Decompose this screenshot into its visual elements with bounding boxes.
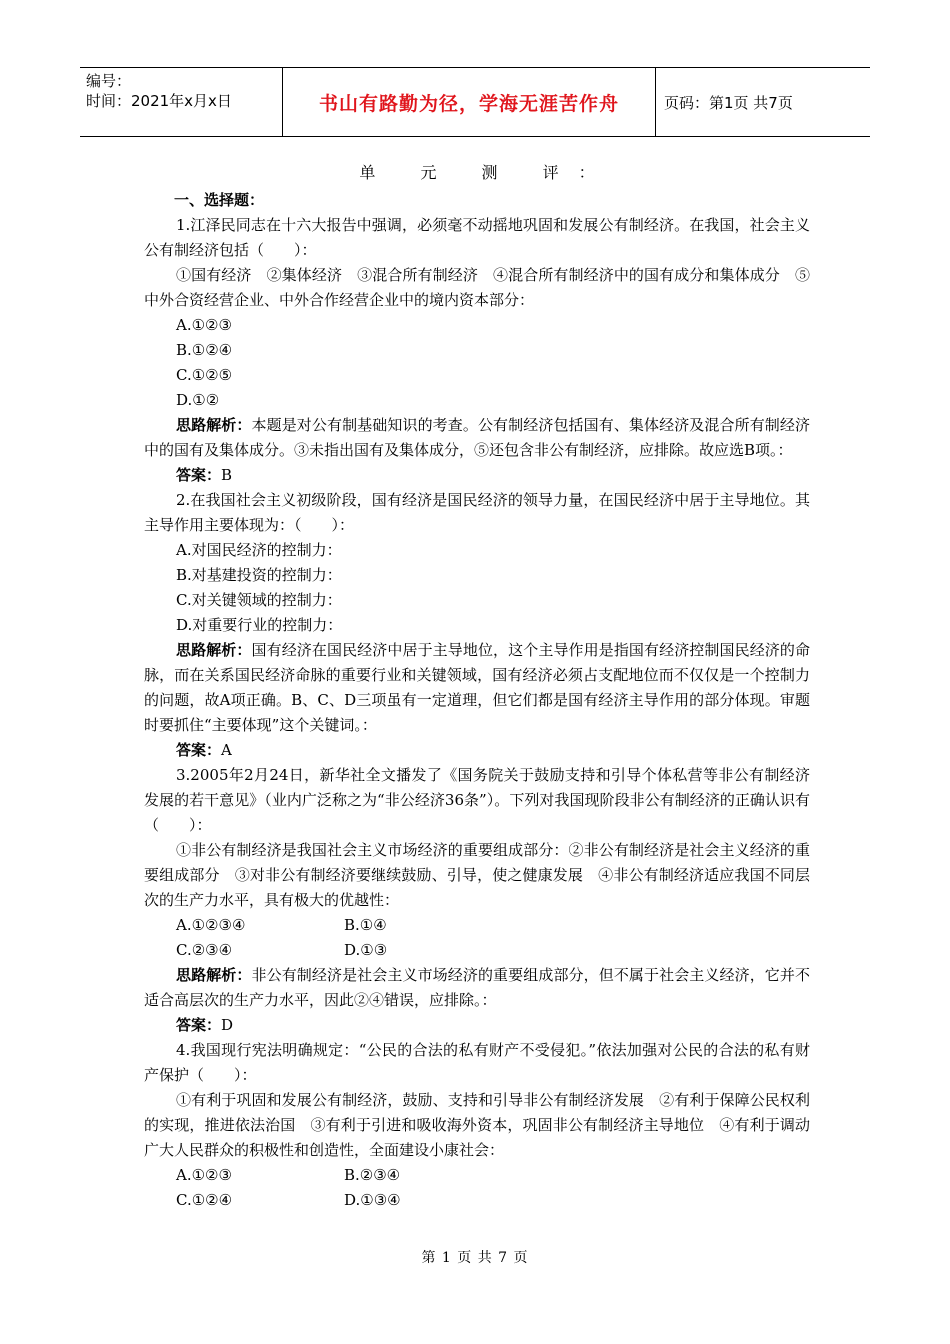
question-2-stem: 2.在我国社会主义初级阶段，国有经济是国民经济的领导力量，在国民经济中居于主导地位。其主导作用主要体现为：（ ）： (144, 491, 810, 534)
page-info: 页码：第1页 共7页 (664, 93, 793, 112)
question-2-option-c: C.对关键领域的控制力： (176, 591, 342, 609)
question-3-analysis (144, 963, 810, 1013)
answer-value: A (221, 741, 232, 759)
question-1-stem: 1.江泽民同志在十六大报告中强调，必须毫不动摇地巩固和发展公有制经济。在我国，社会主义公有制经济包括（ ）： (144, 216, 810, 259)
answer-label: 答案： (176, 1016, 222, 1034)
page-footer: 第 1 页 共 7 页 (421, 1250, 529, 1266)
analysis-text: 国有经济在国民经济中居于主导地位，这个主导作用是指国有经济控制国民经济的命脉，而在关系国民经济命脉的重要行业和关键领域，国有经济必须占支配地位而不仅仅是一个控制力的问题，故A项正确。B、C、D三项虽有一定道理，但它们都是国有经济主导作用的部分体现。审题时要抓住“主要体现”这个关键词。： (144, 641, 810, 734)
question-4-option-a: A.①②③ (176, 1166, 232, 1184)
question-4-option-d: D.①③④ (344, 1191, 401, 1209)
question-2-answer (144, 738, 810, 763)
question-3-option-a: A.①②③④ (176, 916, 246, 934)
question-4-stem: 4.我国现行宪法明确规定：“公民的合法的私有财产不受侵犯。”依法加强对公民的合法的私有财产保护（ ）： (144, 1041, 810, 1084)
analysis-text: 非公有制经济是社会主义市场经济的重要组成部分，但不属于社会主义经济，它并不适合高层次的生产力水平，因此②④错误，应排除。： (144, 966, 810, 1009)
question-3-answer (144, 1013, 810, 1038)
question-1-items: ①国有经济 ②集体经济 ③混合所有制经济 ④混合所有制经济中的国有成分和集体成分 ⑤中外合资经营企业、中外合作经营企业中的境内资本部分： (144, 266, 810, 309)
question-3-options-row-1 (176, 913, 810, 938)
motto: 书山有路勤为径，学海无涯苦作舟 (318, 92, 619, 115)
time-line: 时间：2021年x月x日 (86, 92, 232, 110)
question-3-items: ①非公有制经济是我国社会主义市场经济的重要组成部分：②非公有制经济是社会主义经济的重要组成部分 ③对非公有制经济要继续鼓励、引导，使之健康发展 ④非公有制经济适应我国不同层次的生产力水平，具有极大的优越性： (144, 841, 810, 909)
document-header (80, 67, 870, 137)
header-motto-cell (282, 68, 656, 136)
question-3-option-c: C.②③④ (176, 941, 233, 959)
question-4-options-row-1 (176, 1163, 810, 1188)
question-1-analysis (144, 413, 810, 463)
question-4-option-b: B.②③④ (344, 1166, 401, 1184)
analysis-text: 本题是对公有制基础知识的考查。公有制经济包括国有、集体经济及混合所有制经济中的国有及集体成分。③未指出国有及集体成分，⑤还包含非公有制经济，应排除。故应选B项。： (144, 416, 810, 459)
question-3-option-d: D.①③ (344, 941, 388, 959)
question-1-answer (144, 463, 810, 488)
answer-value: B (221, 466, 233, 484)
question-1-option-b: B.①②④ (176, 341, 233, 359)
question-3-option-b: B.①④ (344, 916, 387, 934)
question-3-options-row-2 (176, 938, 810, 963)
question-2-analysis (144, 638, 810, 738)
document-body (144, 158, 810, 1213)
question-2-option-d: D.对重要行业的控制力： (176, 616, 343, 634)
answer-label: 答案： (176, 741, 222, 759)
header-meta (80, 68, 282, 136)
answer-value: D (221, 1016, 234, 1034)
header-page-info (656, 68, 870, 136)
section-heading: 一、选择题： (174, 191, 265, 209)
question-1-option-c: C.①②⑤ (176, 366, 233, 384)
question-3-stem: 3.2005年2月24日，新华社全文播发了《国务院关于鼓励支持和引导个体私营等非公有制经济发展的若干意见》（业内广泛称之为“非公经济36条”）。下列对我国现阶段非公有制经济的正确认识有（ ）： (144, 766, 810, 834)
question-2-option-b: B.对基建投资的控制力： (176, 566, 342, 584)
question-4-option-c: C.①②④ (176, 1191, 233, 1209)
analysis-label: 思路解析： (176, 416, 252, 434)
question-1-option-a: A.①②③ (176, 316, 232, 334)
analysis-label: 思路解析： (176, 966, 252, 984)
question-1-option-d: D.①② (176, 391, 220, 409)
number-label: 编号： (86, 72, 132, 90)
question-2-option-a: A.对国民经济的控制力： (176, 541, 342, 559)
analysis-label: 思路解析： (176, 641, 252, 659)
question-4-items: ①有利于巩固和发展公有制经济，鼓励、支持和引导非公有制经济发展 ②有利于保障公民权利的实现，推进依法治国 ③有利于引进和吸收海外资本，巩固非公有制经济主导地位 ④有利于调动广大人民群众的积极性和创造性，全面建设小康社会： (144, 1091, 810, 1159)
question-4-options-row-2 (176, 1188, 810, 1213)
answer-label: 答案： (176, 466, 222, 484)
page-title: 单 元 测 评： (359, 163, 615, 182)
